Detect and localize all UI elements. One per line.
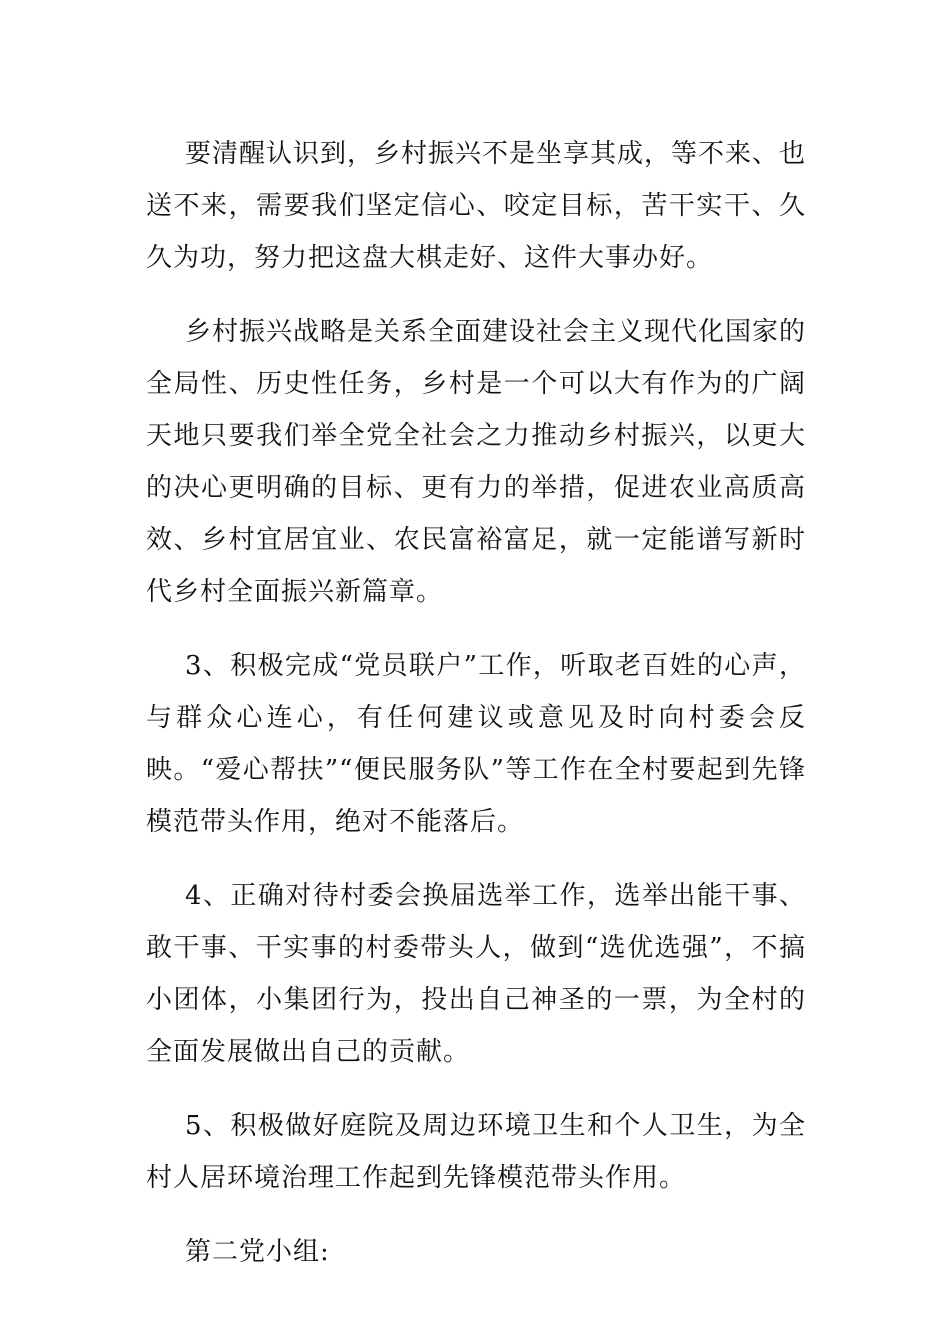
section-heading-second-party-group: 第二党小组: xyxy=(185,1237,330,1267)
paragraph-rural-revitalization-strategy: 乡村振兴战略是关系全面建设社会主义现代化国家的全局性、历史性任务，乡村是一个可以大有作为的广阔天地只要我们举全党全社会之力推动乡村振兴，以更大的决心更明确的目标、更有力的举措，促进农业高质高效、乡村宜居宜业、农民富裕富足，就一定能谱写新时代乡村全面振兴新篇章。 xyxy=(146,317,807,607)
paragraph-item-3: 3、积极完成“党员联户”工作，听取老百姓的心声，与群众心连心，有任何建议或意见及时向村委会反映。“爱心帮扶”“便民服务队”等工作在全村要起到先锋模范带头作用，绝对不能落后。 xyxy=(146,651,806,837)
paragraph-item-4: 4、正确对待村委会换届选举工作，选举出能干事、敢干事、干实事的村委带头人，做到“选优选强”，不搞小团体，小集团行为，投出自己神圣的一票，为全村的全面发展做出自己的贡献。 xyxy=(146,881,806,1067)
paragraph-rural-revitalization-awareness: 要清醒认识到，乡村振兴不是坐享其成，等不来、也送不来，需要我们坚定信心、咬定目标，苦干实干、久久为功，努力把这盘大棋走好、这件大事办好。 xyxy=(146,139,807,273)
paragraph-item-5: 5、积极做好庭院及周边环境卫生和个人卫生，为全村人居环境治理工作起到先锋模范带头作用。 xyxy=(146,1111,806,1193)
document-body xyxy=(146,128,806,1300)
